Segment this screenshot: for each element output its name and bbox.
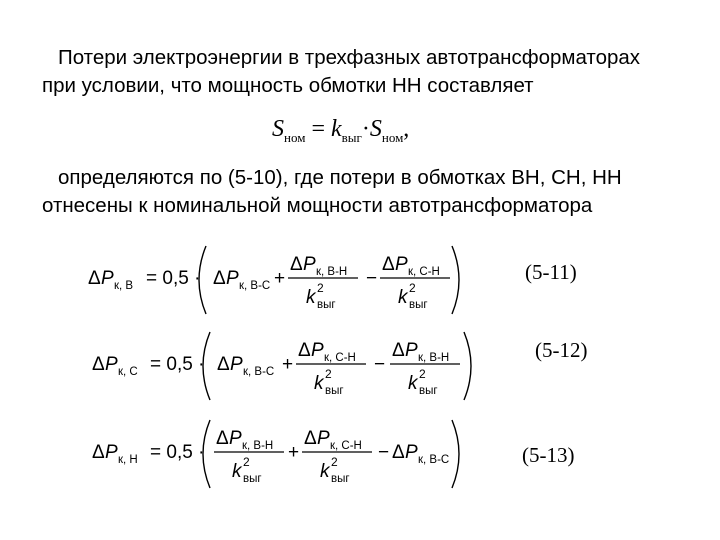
plus-sign: + <box>288 442 300 463</box>
term-1 <box>217 354 274 378</box>
svg-text:выг: выг <box>409 299 428 311</box>
multiply-dot: · <box>361 116 370 142</box>
lhs <box>92 354 138 378</box>
svg-text:к, С-Н: к, С-Н <box>408 266 440 278</box>
svg-text:к, В-С: к, В-С <box>243 366 275 378</box>
svg-text:P: P <box>105 354 118 375</box>
svg-text:P: P <box>311 340 324 361</box>
minus-sign: − <box>366 268 378 289</box>
right-paren <box>452 420 459 488</box>
fraction-1 <box>296 340 366 397</box>
svg-text:2: 2 <box>419 367 426 381</box>
power-formula <box>272 116 409 146</box>
explanation-line-2: отнесены к номинальной мощности автотрансформатора <box>42 194 593 217</box>
s-subscript-2: ном <box>381 130 404 145</box>
svg-text:Δ: Δ <box>217 354 230 375</box>
svg-text:k: k <box>408 373 418 394</box>
svg-text:P: P <box>405 340 418 361</box>
fraction-1 <box>288 254 358 311</box>
svg-text:P: P <box>303 254 316 275</box>
plus-sign: + <box>282 354 294 375</box>
svg-text:Δ: Δ <box>92 354 105 375</box>
svg-text:P: P <box>395 254 408 275</box>
formula-comma: , <box>403 116 410 142</box>
svg-text:Δ: Δ <box>392 442 405 463</box>
svg-text:P: P <box>405 442 418 463</box>
svg-text:P: P <box>317 428 330 449</box>
svg-text:Δ: Δ <box>298 340 311 361</box>
svg-text:2: 2 <box>325 367 332 381</box>
equation-number-5-12: (5-12) <box>535 338 588 362</box>
svg-text:выг: выг <box>331 473 350 485</box>
svg-text:Δ: Δ <box>382 254 395 275</box>
svg-text:Δ: Δ <box>88 268 101 289</box>
lhs <box>92 442 138 466</box>
svg-text:k: k <box>398 287 408 308</box>
minus-sign: − <box>374 354 386 375</box>
svg-text:P: P <box>101 268 114 289</box>
k-subscript: выг <box>341 130 362 145</box>
svg-text:Δ: Δ <box>213 268 226 289</box>
svg-text:P: P <box>230 354 243 375</box>
svg-text:выг: выг <box>419 385 438 397</box>
fraction-2 <box>380 254 450 311</box>
svg-text:Δ: Δ <box>304 428 317 449</box>
lhs <box>88 268 133 292</box>
equation-5-13 <box>0 414 520 494</box>
svg-text:к, В-С: к, В-С <box>418 454 450 466</box>
svg-text:выг: выг <box>325 385 344 397</box>
minus-sign: − <box>378 442 390 463</box>
svg-text:2: 2 <box>243 455 250 469</box>
plus-sign: + <box>274 268 286 289</box>
svg-text:Δ: Δ <box>216 428 229 449</box>
fraction-2 <box>390 340 460 397</box>
s-subscript: ном <box>284 130 306 145</box>
equation-5-11 <box>0 240 520 320</box>
svg-text:Δ: Δ <box>92 442 105 463</box>
right-paren <box>452 246 459 314</box>
explanation-line-1: определяются по (5-10), где потери в обмотках ВН, СН, НН <box>58 166 622 189</box>
svg-text:к, В-Н: к, В-Н <box>418 352 450 364</box>
svg-text:к, С: к, С <box>118 366 138 378</box>
svg-text:2: 2 <box>409 281 416 295</box>
fraction-2 <box>302 428 372 485</box>
svg-text:P: P <box>105 442 118 463</box>
svg-text:P: P <box>226 268 239 289</box>
svg-text:P: P <box>229 428 242 449</box>
k-symbol: k <box>330 116 342 142</box>
svg-text:к, С-Н: к, С-Н <box>324 352 356 364</box>
intro-line-2: при условии, что мощность обмотки НН составляет <box>42 74 534 97</box>
coefficient: = 0,5 · <box>146 268 201 289</box>
svg-text:Δ: Δ <box>392 340 405 361</box>
fraction-1 <box>214 428 284 485</box>
svg-text:k: k <box>306 287 316 308</box>
explanation-paragraph <box>42 164 682 220</box>
svg-text:к, С-Н: к, С-Н <box>330 440 362 452</box>
s-symbol-2: S <box>369 116 382 142</box>
svg-text:к, В-Н: к, В-Н <box>316 266 348 278</box>
intro-line-1: Потери электроэнергии в трехфазных автотрансформаторах <box>58 46 641 69</box>
svg-text:k: k <box>314 373 324 394</box>
coefficient: = 0,5 · <box>150 354 205 375</box>
svg-text:2: 2 <box>317 281 324 295</box>
equation-number-5-11: (5-11) <box>525 260 577 284</box>
equation-number-5-13: (5-13) <box>522 443 575 467</box>
svg-text:к, Н: к, Н <box>118 454 138 466</box>
svg-text:к, В: к, В <box>114 280 134 292</box>
term-3 <box>392 442 449 466</box>
s-symbol: S <box>272 116 284 142</box>
equals-sign: = <box>305 116 331 142</box>
svg-text:к, В-Н: к, В-Н <box>242 440 274 452</box>
svg-text:Δ: Δ <box>290 254 303 275</box>
svg-text:выг: выг <box>317 299 336 311</box>
svg-text:k: k <box>320 461 330 482</box>
term-1 <box>213 268 270 292</box>
svg-text:к, В-С: к, В-С <box>239 280 271 292</box>
right-paren <box>464 332 471 400</box>
intro-paragraph <box>42 44 682 100</box>
equation-5-12 <box>0 326 520 406</box>
coefficient: = 0,5 · <box>150 442 205 463</box>
svg-text:выг: выг <box>243 473 262 485</box>
svg-text:2: 2 <box>331 455 338 469</box>
svg-text:k: k <box>232 461 242 482</box>
